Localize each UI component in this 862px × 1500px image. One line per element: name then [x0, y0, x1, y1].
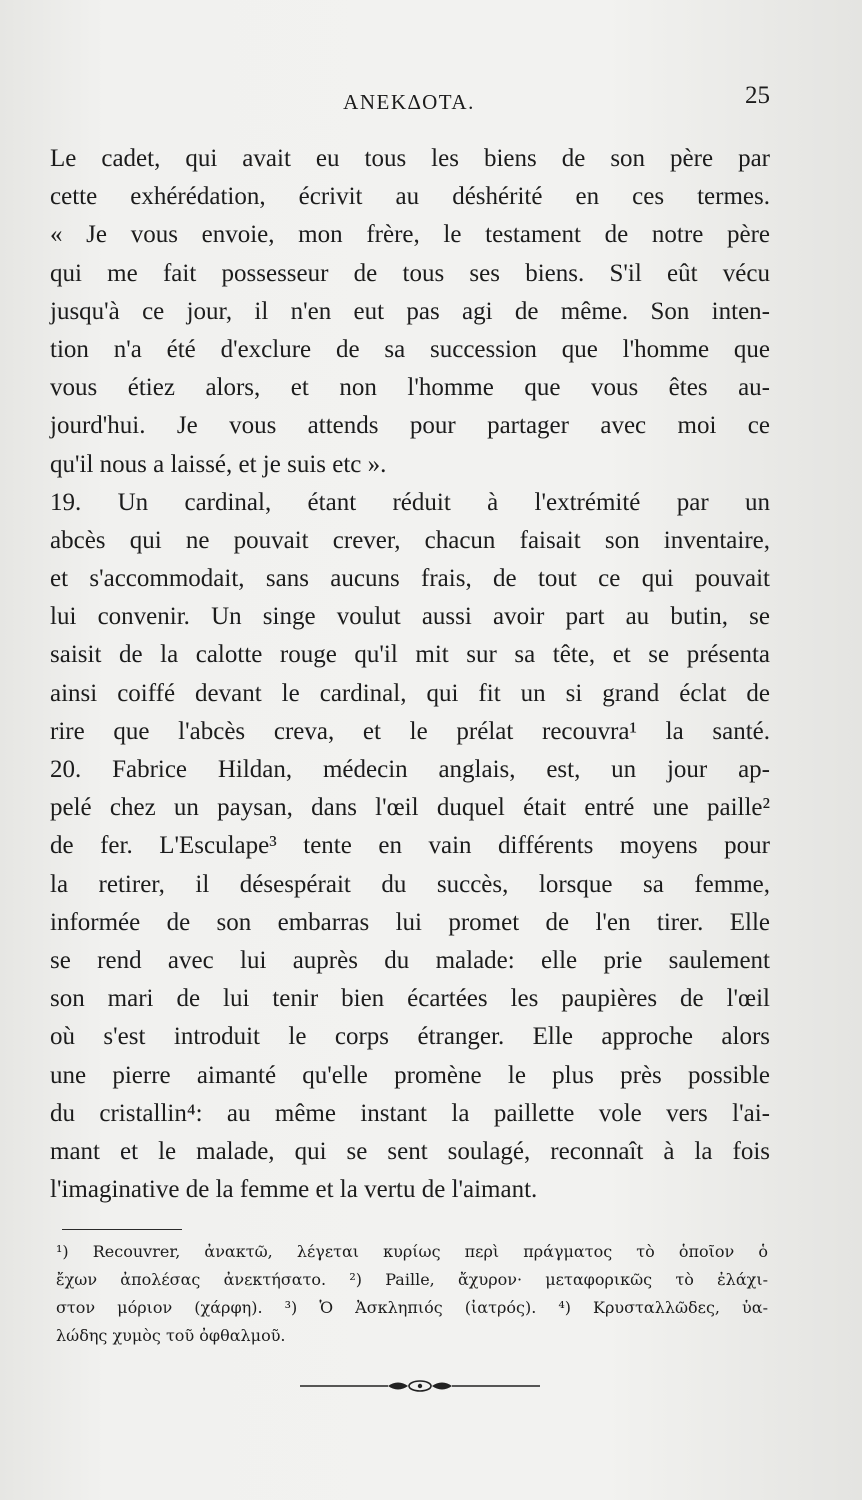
- body-text: [50, 140, 770, 1209]
- text-line: « Je vous envoie, mon frère, le testament de notre père: [50, 221, 770, 249]
- text-line: 20. Fabrice Hildan, médecin anglais, est, un jour ap-: [50, 756, 770, 783]
- footnote-rule: [62, 1229, 182, 1230]
- text-line: saisit de la calotte rouge qu'il mit sur sa tête, et se présenta: [50, 641, 770, 669]
- end-ornament: [300, 1376, 540, 1396]
- page-number: 25: [745, 82, 770, 109]
- text-line: tion n'a été d'exclure de sa succession que l'homme que: [50, 335, 770, 363]
- footnotes: [56, 1238, 768, 1350]
- footnote-line: ἔχων ἀπολέσας ἀνεκτήσατο. ²) Paille, ἄχυρον· μεταφορικῶς τὸ ἐλάχι-: [56, 1270, 768, 1289]
- text-line: son mari de lui tenir bien écartées les paupières de l'œil: [50, 985, 770, 1013]
- footnote-line: στον μόριον (χάρφη). ³) Ὁ Ἀσκληπιός (ἰατρός). ⁴) Κρυσταλλῶδες, ὑα-: [56, 1298, 768, 1317]
- text-line: où s'est introduit le corps étranger. Elle approche alors: [50, 1023, 770, 1051]
- text-line: la retirer, il désespérait du succès, lorsque sa femme,: [50, 870, 770, 898]
- text-line: pelé chez un paysan, dans l'œil duquel était entré une paille²: [50, 794, 770, 822]
- text-line: mant et le malade, qui se sent soulagé, reconnaît à la fois: [50, 1137, 770, 1165]
- text-line: qui me fait possesseur de tous ses biens. S'il eût vécu: [50, 259, 770, 287]
- text-line: cette exhérédation, écrivit au déshérité en ces termes.: [50, 183, 770, 211]
- running-title: ΑΝΕΚΔΟΤΑ.: [343, 90, 475, 114]
- text-line: du cristallin⁴: au même instant la paillette vole vers l'ai-: [50, 1099, 770, 1127]
- text-line: de fer. L'Esculape³ tente en vain différents moyens pour: [50, 832, 770, 860]
- text-line: rire que l'abcès creva, et le prélat recouvra¹ la santé.: [50, 717, 770, 745]
- text-line: abcès qui ne pouvait crever, chacun faisait son inventaire,: [50, 526, 770, 554]
- text-line: et s'accommodait, sans aucuns frais, de tout ce qui pouvait: [50, 565, 770, 593]
- text-line: jusqu'à ce jour, il n'en eut pas agi de même. Son inten-: [50, 297, 770, 325]
- text-line: l'imaginative de la femme et la vertu de l'aimant.: [50, 1176, 538, 1204]
- text-line: ainsi coiffé devant le cardinal, qui fit un si grand éclat de: [50, 679, 770, 707]
- text-line: lui convenir. Un singe voulut aussi avoir part au butin, se: [50, 603, 770, 631]
- text-line: 19. Un cardinal, étant réduit à l'extrémité par un: [50, 488, 770, 516]
- text-line: une pierre aimanté qu'elle promène le plus près possible: [50, 1061, 770, 1089]
- page-header: [48, 82, 770, 122]
- text-line: se rend avec lui auprès du malade: elle prie saulement: [50, 946, 770, 974]
- footnote-line: ¹) Recouvrer, ἀνακτῶ, λέγεται κυρίως περὶ πράγματος τὸ ὁποῖον ὁ: [56, 1242, 768, 1261]
- text-line: vous étiez alors, et non l'homme que vous êtes au-: [50, 374, 770, 402]
- text-line: informée de son embarras lui promet de l'en tirer. Elle: [50, 908, 770, 936]
- text-line: Le cadet, qui avait eu tous les biens de son père par: [50, 145, 770, 172]
- footnote-line: λώδης χυμὸς τοῦ ὀφθαλμοῦ.: [56, 1326, 286, 1345]
- text-line: qu'il nous a laissé, et je suis etc ».: [50, 450, 387, 478]
- text-line: jourd'hui. Je vous attends pour partager avec moi ce: [50, 412, 770, 440]
